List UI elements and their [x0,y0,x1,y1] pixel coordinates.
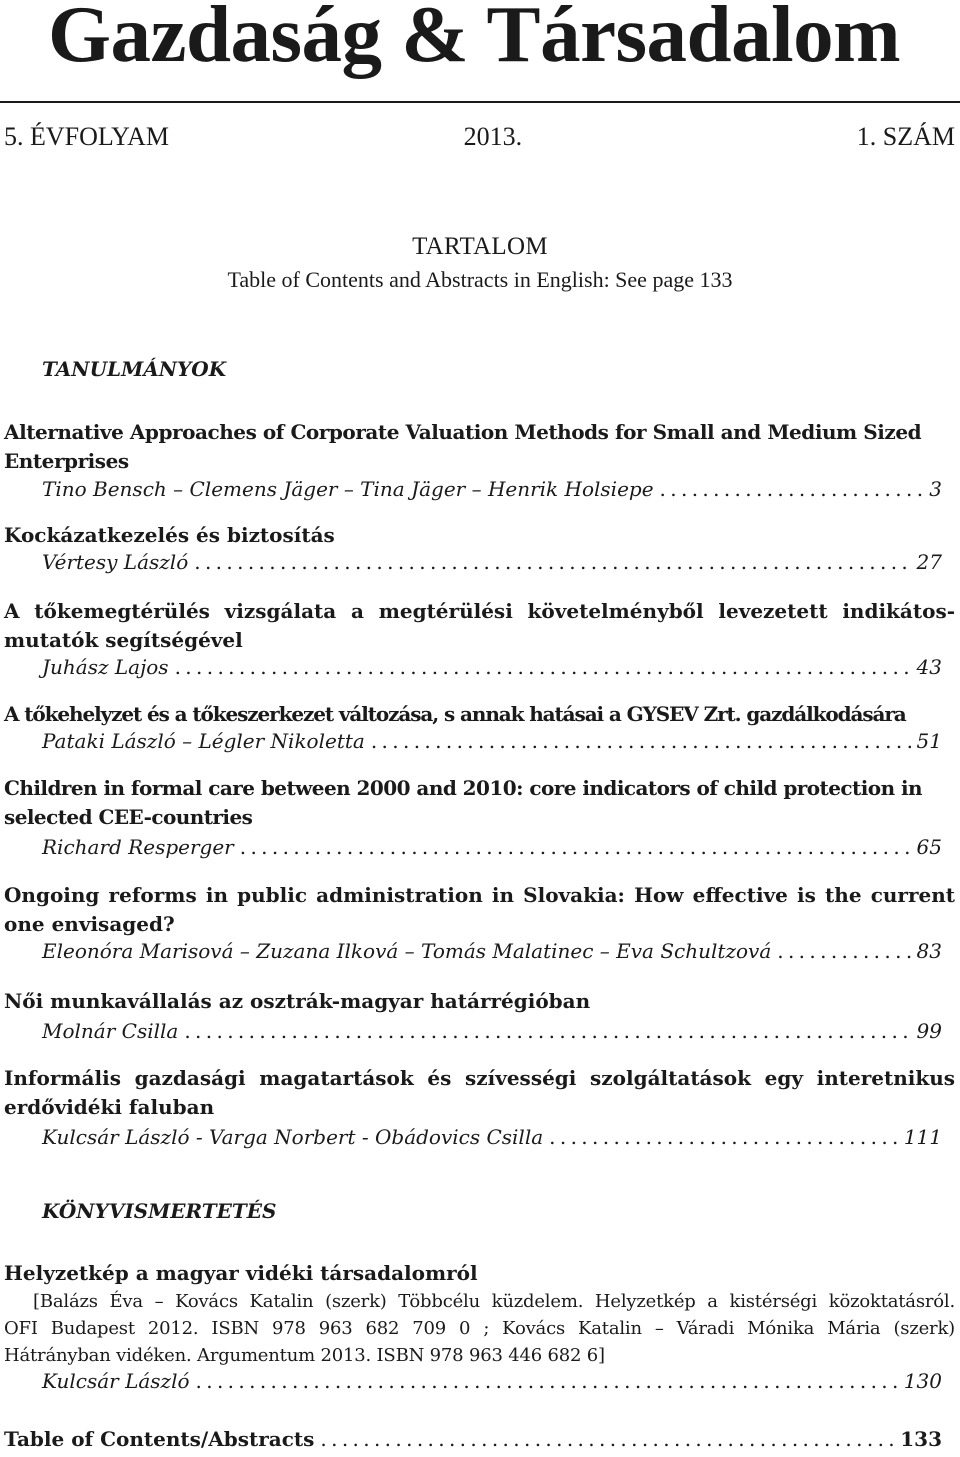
article-title[interactable] [4,1064,955,1093]
issue-label: 1. SZÁM [856,122,955,151]
page-number: 99 [916,1019,942,1043]
page-number: 83 [916,939,942,963]
leader-dots [175,655,911,679]
article-title[interactable] [4,881,955,910]
leader-dots [196,1369,898,1393]
page-number: 111 [903,1125,942,1149]
year-label: 2013. [463,122,523,151]
page-number: 65 [916,835,942,859]
toc-entry-line[interactable] [42,655,942,685]
toc-entry-line[interactable] [42,477,942,507]
leader-dots [549,1125,898,1149]
leader-dots [777,939,910,963]
review-citation-line: OFI Budapest 2012. ISBN 978 963 682 709 0 ; Kovács Katalin – Váradi Mónika Mária (szerk) [4,1318,955,1339]
toc-title: TARTALOM [412,233,548,260]
toc-subtitle: Table of Contents and Abstracts in English: See page 133 [227,267,733,292]
article-title[interactable] [4,597,955,626]
leader-dots [194,550,910,574]
article-title-continued: mutatók segítségével [4,628,243,652]
leader-dots [184,1019,910,1043]
section-heading-reviews: KÖNYVISMERTETÉS [42,1199,277,1223]
article-authors: Pataki László – Légler Nikoletta [42,729,365,753]
article-title[interactable]: Kockázatkezelés és biztosítás [4,523,335,547]
page-number: 3 [929,477,942,501]
leader-dots [320,1427,894,1451]
article-authors: Molnár Csilla [42,1019,179,1043]
page-number: 130 [903,1369,942,1393]
article-authors: Tino Bensch – Clemens Jäger – Tina Jäger – Henrik Holsiepe [42,477,654,501]
article-authors: Kulcsár László - Varga Norbert - Obádovics Csilla [42,1125,544,1149]
article-title-line: Children in formal care between 2000 and 2010: core indicators of child protection in [4,776,923,800]
header-rule [0,101,960,103]
article-title-line: A tőkemegtérülés vizsgálata a megtérülési követelményből levezetett indikátos- [4,599,955,623]
article-title-line: Ongoing reforms in public administration in Slovakia: How effective is the current [4,883,955,907]
leader-dots [371,729,911,753]
review-citation-line [4,1288,955,1315]
review-citation-line: Hátrányban vidéken. Argumentum 2013. ISBN 978 963 446 682 6] [4,1345,605,1366]
article-title-line: selected CEE-countries [4,805,253,829]
article-title-continued: erdővidéki faluban [4,1095,215,1119]
leader-dots [240,835,911,859]
citation-text: [Balázs Éva – Kovács Katalin (szerk) Többcélu küzdelem. Helyzetkép a kistérségi közoktatásról. [33,1291,955,1312]
article-title-line: Informális gazdasági magatartások és szívességi szolgáltatások egy interetnikus [4,1066,955,1090]
article-title-continued: one envisaged? [4,912,175,936]
article-authors: Juhász Lajos [42,655,169,679]
leader-dots [660,477,924,501]
article-authors: Vértesy László [42,550,189,574]
toc-entry-abstracts[interactable] [4,1427,942,1457]
toc-entry-line[interactable] [42,1019,942,1049]
toc-entry-line[interactable] [42,939,942,969]
article-title[interactable]: Női munkavállalás az osztrák-magyar határrégióban [4,989,591,1013]
issue-line [4,122,955,152]
toc-entry-line[interactable] [42,550,942,580]
article-authors: Richard Resperger [42,835,234,859]
page-number: 51 [916,729,942,753]
toc-entry-line[interactable] [42,835,942,865]
article-title-line: Enterprises [4,449,129,473]
page-number: 133 [900,1427,942,1451]
article-title[interactable]: A tőkehelyzet és a tőkeszerkezet változása, s annak hatásai a GYSEV Zrt. gazdálkodására [4,702,906,726]
volume-label: 5. ÉVFOLYAM [4,122,169,151]
toc-entry-line[interactable] [42,1369,942,1399]
article-title-line: Alternative Approaches of Corporate Valuation Methods for Small and Medium Sized [4,420,922,444]
section-heading-studies: TANULMÁNYOK [42,357,227,381]
journal-title: Gazdaság & Társadalom [48,0,901,79]
page-number: 43 [916,655,942,679]
review-title[interactable]: Helyzetkép a magyar vidéki társadalomról [4,1261,478,1285]
article-title[interactable] [4,418,955,476]
article-authors: Eleonóra Marisová – Zuzana Ilková – Tomás Malatinec – Eva Schultzová [42,939,772,963]
abstracts-label: Table of Contents/Abstracts [4,1427,315,1451]
page-number: 27 [916,550,942,574]
review-author: Kulcsár László [42,1369,190,1393]
toc-entry-line[interactable] [42,729,942,759]
toc-entry-line[interactable] [42,1125,942,1155]
article-title[interactable] [4,774,955,832]
